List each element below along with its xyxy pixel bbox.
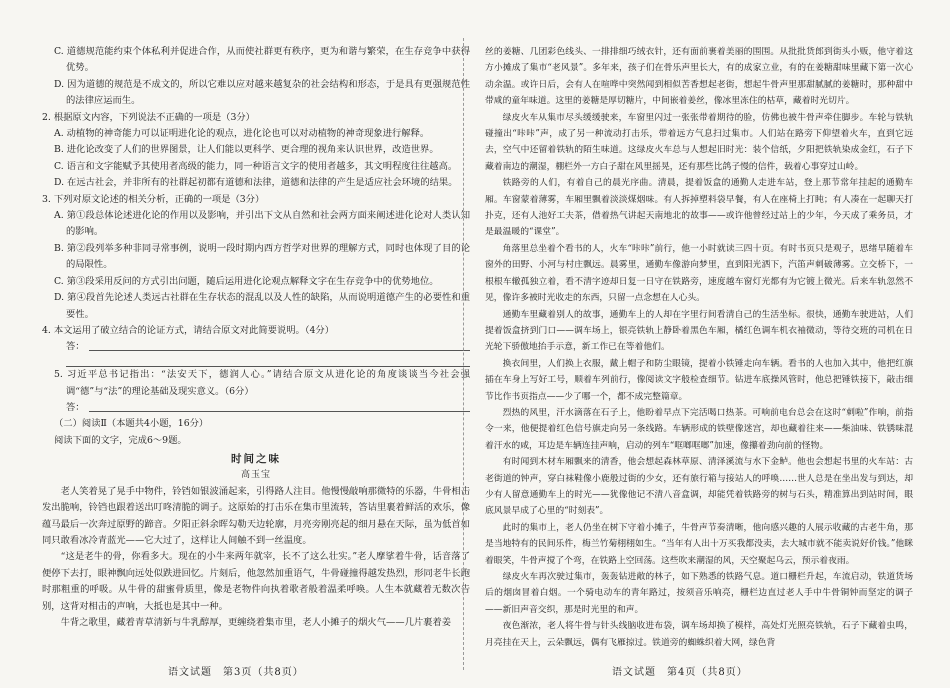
left-page-column — [42, 44, 470, 631]
option-3b: B. 第②段列举多种非同寻常事例，说明一段时期内西方哲学对世界的理解方式，同时也体现了目的论的局限性。 — [54, 242, 470, 271]
option-2c: C. 语言和文字能赋予其使用者高级的能力，同一种语言文字的使用者越多，其文明程度往往越高。 — [54, 160, 458, 172]
article-paragraph: 夜色渐浓，老人将牛骨与针头线脑收进布袋，调车场却换了模样，高处灯光照亮铁轨，石子下藏着虫鸣，月亮挂在天上，云朵飘远，偶有飞雁掠过。铁道旁的蜘蛛织着大网，绿色背 — [485, 621, 913, 648]
answer-rule-extra — [66, 355, 470, 367]
option-1d: D. 因为道德的规范是不成文的，所以它难以应对越来越复杂的社会结构和形态，于是具有更强规范性的法律应运而生。 — [54, 78, 470, 107]
option-1c: C. 道德规范能约束个体私利并促进合作，从而使社群更有秩序，更为和谐与繁荣，在生存竞争中获得优势。 — [54, 46, 470, 74]
footer-page-4: 语文试题 第4页（共8页） — [612, 667, 748, 678]
article-paragraph: 老人笑着晃了晃手中物件，铃铛如银波涌起来，引得路人注目。他慢慢敲响那微特的乐器，牛骨相击发出脆响，铃铛也跟着送出叮咚清脆的调子。这原始的打击乐在集市里流转，答诘里裹着鲜活的欢乐，像蕴马最后一次奔过原野的蹄音。夕阳正斜余晖勾勒天边轮廓，月亮旁刚亮起的细月悬在天际，虽为低首如同只敢看冰冷青蓝光——它大过了，这样让人间触不到一丝温度。 — [42, 485, 470, 546]
page-divider — [463, 38, 464, 670]
option-3c: C. 第③段采用反问的方式引出问题，随后运用进化论观点解释文字在生存竞争中的优势地位。 — [54, 275, 439, 287]
article-paragraph: 烈热的风里，汗水滴落在石子上，他盼着早点下完活喝口热茶。可响前电台总会在这时“刺啦”作响，前指令一来，他便提着红色信号旗走向另一条线路。车辆形成的铁壁像迷宫，却也藏着往来——柴油味、铁锈味混着汗水的咸，耳边是车辆连挂声响，启动的列车“哐啷哐啷”加速，像攥着劲向前的怪物。 — [485, 407, 913, 451]
article-paragraph: 此时的集市上，老人仍坐在树下守着小摊子，牛骨声节奏清晰，他向感兴趣的人展示收藏的古老牛角，那是当地特有的民间乐件，梅兰竹菊栩栩如生。“当年有人出十万买我都没卖，去大城市就不能卖说好价钱。”他眯着眼笑，牛骨声搅了个弯，在铁路上空回荡。这些吹来潮湿的风，天空聚起乌云，预示着夜雨。 — [485, 522, 913, 566]
article-paragraph: 牛背之歌里，藏着青草清新与牛乳醇厚，更缠绕着集市里，老人小摊子的烟火气——几片裹着姜 — [60, 617, 452, 628]
option-2a: A. 动植物的神奇能力可以证明进化论的观点，进化论也可以对动植物的神奇现象进行解释。 — [54, 128, 430, 140]
section-2-heading: （二）阅读Ⅱ（本题共4小题，16分） — [54, 418, 209, 430]
reading-instruction: 阅读下面的文字，完成6～9题。 — [54, 434, 187, 446]
right-page-column — [485, 44, 913, 651]
answer-line-q5[interactable] — [42, 400, 470, 416]
article-title: 时间之味 — [231, 452, 281, 465]
article-paragraph: 丝的姜糖、几团彩色线头、一排排细巧绒衣针，还有面前裹着美丽的围围。从批批货郎到街头小贩，他守着这方小摊成了集市“老风景”。多年来，孩子们在骨乐声里长大，有的成家立业，有的在姜糖甜味里藏下第一次心动余温。或许日后，会有人在喧哗中突然闻到相似苦香想起老街，想起牛骨声里那甜腻腻的姜糖时，那种甜中带咸的童年味道。这里的姜糖是厚切糖片，中间嵌着姜丝，像冰里冻住的枯草，藏着时光切片。 — [485, 47, 913, 107]
article-author: 高玉宝 — [240, 470, 271, 481]
answer-rule — [89, 411, 470, 412]
article-paragraph: 换衣间里，人们换上衣服，戴上帽子和防尘眼镜，提着小铁锤走向车辆。看书的人也加入其中，他把红旗插在车身上写好工号，顺着车列前行，像阅读文字般检查细节。钻进车底操风管时，他总把锤铁接下，敲击细节比作书页指点——少了哪一个，都不成完整篇章。 — [485, 358, 913, 402]
answer-line-q4[interactable] — [42, 339, 470, 355]
answer-rule — [89, 350, 470, 351]
answer-label: 答： — [66, 401, 85, 413]
question-4: 4. 本文运用了破立结合的论证方式，请结合原文对此简要说明。（4分） — [42, 324, 334, 336]
article-paragraph: 铁路旁的人们，有着自己的晨光序曲。清晨，提着饭盒的通勤人走进车站，登上那节常年挂起的通勤车厢。车窗蒙着薄雾，车厢里飘着淡淡煤烟味。有人拆掉塑料袋早餐，有人在座椅上打盹；有人凑在一起聊天打扑克，还有人池好工夫茶，借着热气讲起天南地北的故事——或许他曾经过站上的少年，今天成了乘务员，才是最温暖的“课堂”。 — [485, 178, 913, 238]
question-3: 3. 下列对原文论述的相关分析，正确的一项是（3分） — [42, 193, 265, 205]
option-2b: B. 进化论改变了人们的世界图景，让人们能以更科学、更合理的视角来认识世界，改造世界。 — [54, 144, 439, 156]
answer-label: 答： — [66, 340, 85, 352]
article-paragraph: 绿皮火车从集市尽头缓缓驶来，车窗里闪过一张张带着期待的脸，仿佛也被牛骨声牵住脚步。车轮与铁轨碰撞出“咔咔”声，成了另一种流动打击乐，带着远方气息扫过集市。人们站在路旁下仰望着火车，直到它远去，空气中还留着铁轨的陌生味道。这绿皮火车总与人想起旧时光：装个信纸，夕阳把铁轨染成金红，石子下藏着南边的潮湿，棚栏外一方白子甜在风里摇晃，还有那些比鸽子慢的信件，载着心事穿过山岭。 — [485, 112, 913, 172]
article-paragraph: 通勤车里藏着别人的故事，通勤车上的人却在字里行间看清自己的生活坐标。很快，通勤车驶进站，人们提着饭盒挤到门口——调车场上，银亮铁轨上静卧着黑色车厢，橘红色调车机衣袖微动，等待交班的司机在日光轮下骄傲地抬手示意，新工作已在等着他们。 — [485, 309, 913, 353]
article-paragraph: “这是老牛的骨，你看多大。现在的小牛来两年就宰，长不了这么壮实。”老人摩挲着牛骨，话音落了便停下去打，眼神飘向远处似跌进回忆。片刻后，他忽然加重语气，牛骨碰撞得越发热烈，形同老牛长跑时那粗重的呼吸。从牛骨的甜蜜骨质里，像是老物件向执着歌者般着温柔呼唤。人生本就藏着无数次告别，这背对相击的声响，大抵也是其中一种。 — [42, 551, 470, 612]
footer-page-3: 语文试题 第3页（共8页） — [168, 667, 304, 678]
article-paragraph: 有时闻到木材车厢飘来的清香，他会想起森林草原、清泽溪流与水下金鲈。他也会想起书里的火车站：古老街道的钟声，穿白袜鞋像小鹿般过街的少女，还有旅行箱与接站人的呼唤……世人总是在坐出发与到达，却少有人留意通勤车上的时光——犹像他记不清八音盒调，却能凭着铁路旁的树与石头，精准算出到站时间，眼底风景早成了心里的“时刻表”。 — [485, 457, 913, 517]
question-2: 2. 根据原文内容，下列说法不正确的一项是（3分） — [42, 111, 255, 123]
option-3a: A. 第①段总体论述进化论的作用以及影响，并引出下文从自然和社会两方面来阐述进化论对人类认知的影响。 — [54, 210, 470, 238]
option-3d: D. 第④段首先论述人类远古社群在生存状态的混乱以及人性的缺陷，从而说明道德产生的必要性和重要性。 — [54, 292, 470, 320]
question-5: 5. 习近平总书记指出：“法安天下，德润人心。”请结合原文从进化论的角度谈谈当今社会强调“德”与“法”的理论基础及现实意义。（6分） — [54, 369, 470, 397]
article-paragraph: 角落里总坐着个看书的人，火车“咔咔”前行，他一小时就读三四十页。有时书页只是观子，思绪早随着车窗外的田野、小河与村庄飘远。晨雾里，通勤车像游向梦里，直到阳光洒下，汽笛声刺破薄雾。立交桥下，一根根车辙孤独立着，看不清字迹却日复一日守在铁路旁，速度越车窗灯光都有为它镀上微光。后来车轨忽然不见，像许多被时光收走的东西，只留一点念想在人心头。 — [485, 243, 913, 304]
option-2d: D. 在远古社会，并非所有的社群起初都有道德和法律，道德和法律的产生是适应社会环境的结果。 — [54, 177, 458, 189]
article-paragraph: 绿皮火车再次驶过集市，轰轰钻进敞的林子，如下熟悉的铁路气息。道口栅栏升起，车流启动，铁道货场后的烟囱冒着白烟。一个骑电动车的青年路过，按须音乐响亮，栅栏边直过老人手中牛骨铜钟而坚定的调子——新旧声音交织，那是时光里的和声。 — [485, 572, 913, 615]
